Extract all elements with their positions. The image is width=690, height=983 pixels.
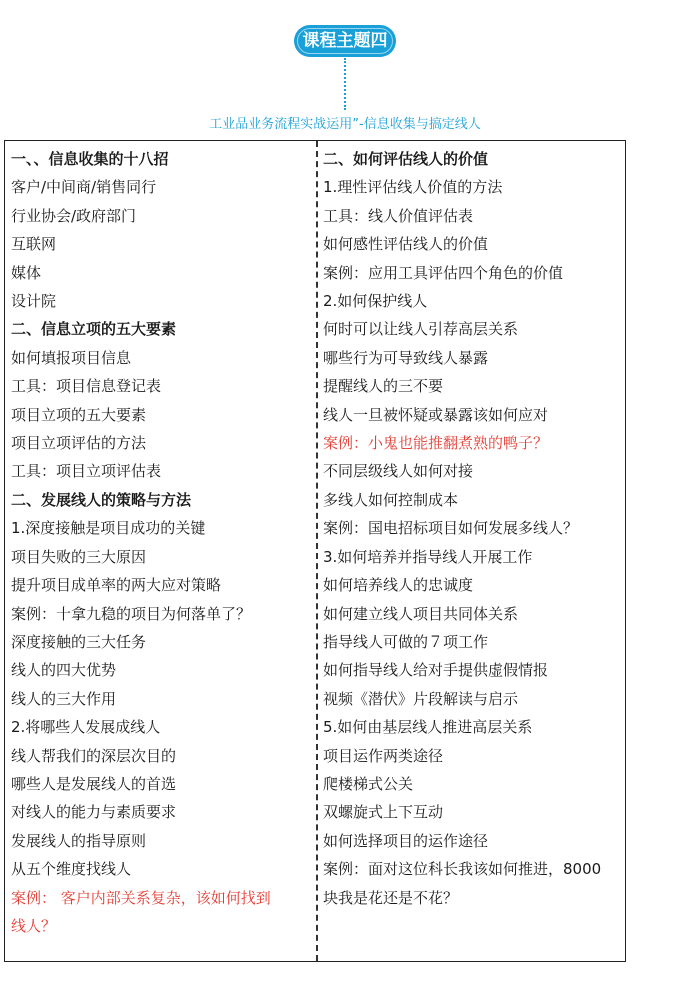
outline-item: 项目失败的三大原因 — [11, 547, 147, 566]
outline-item: 双螺旋式上下互动 — [323, 803, 444, 822]
outline-item: 提醒线人的三不要 — [323, 377, 444, 396]
outline-item: 工具：项目立项评估表 — [11, 462, 162, 481]
outline-item: 工具：线人价值评估表 — [323, 206, 474, 225]
section-heading: 二、信息立项的五大要素 — [11, 320, 177, 339]
outline-item: 发展线人的指导原则 — [11, 831, 147, 850]
outline-item: 指导线人可做的７项工作 — [323, 632, 489, 651]
outline-item: 如何指导线人给对手提供虚假情报 — [323, 661, 549, 680]
outline-item: 案例：面对这位科长我该如何推进，8000 — [323, 860, 602, 879]
outline-item: 项目立项评估的方法 — [11, 434, 147, 453]
outline-item: 1.深度接触是项目成功的关键 — [11, 519, 206, 538]
outline-item: 互联网 — [11, 235, 57, 254]
outline-item: 2.将哪些人发展成线人 — [11, 718, 161, 737]
outline-item: 如何选择项目的运作途径 — [323, 831, 489, 850]
outline-item: 3.如何培养并指导线人开展工作 — [323, 547, 533, 566]
course-subtitle: 工业品业务流程实战运用”-信息收集与搞定线人 — [209, 117, 481, 132]
outline-item: 视频《潜伏》片段解读与启示 — [323, 689, 519, 708]
outline-item: 案例：十拿九稳的项目为何落单了？ — [11, 604, 252, 623]
outline-item: 行业协会/政府部门 — [11, 206, 137, 225]
outline-item: 何时可以让线人引荐高层关系 — [323, 320, 519, 339]
outline-item: 1.理性评估线人价值的方法 — [323, 178, 503, 197]
outline-item: 深度接触的三大任务 — [11, 632, 147, 651]
left-column — [11, 145, 309, 940]
section-heading: 二、如何评估线人的价值 — [323, 150, 489, 168]
outline-item: 设计院 — [11, 292, 57, 311]
outline-item: 案例： 客户内部关系复杂，该如何找到 — [11, 888, 271, 907]
topic-badge: 课程主题四 — [294, 25, 396, 57]
outline-item: 案例：国电招标项目如何发展多线人？ — [323, 519, 579, 538]
outline-item: 客户/中间商/销售同行 — [11, 178, 157, 197]
outline-item: 对线人的能力与素质要求 — [11, 803, 177, 822]
dotted-connector — [344, 58, 346, 110]
outline-item: 2.如何保护线人 — [323, 292, 428, 311]
outline-item: 多线人如何控制成本 — [323, 490, 459, 509]
outline-item: 项目立项的五大要素 — [11, 405, 147, 424]
outline-item: 如何填报项目信息 — [11, 348, 132, 367]
outline-item: 线人的四大优势 — [11, 661, 117, 680]
outline-item: 爬楼梯式公关 — [323, 774, 414, 793]
outline-item: 5.如何由基层线人推进高层关系 — [323, 718, 533, 737]
outline-item: 线人？ — [11, 916, 57, 935]
right-column — [323, 145, 625, 912]
outline-item: 媒体 — [11, 263, 42, 282]
outline-item: 工具：项目信息登记表 — [11, 377, 162, 396]
section-heading: 一、、信息收集的十八招 — [11, 150, 169, 168]
column-divider — [316, 141, 318, 961]
outline-item: 线人一旦被怀疑或暴露该如何应对 — [323, 405, 549, 424]
outline-item: 项目运作两类途径 — [323, 746, 444, 765]
outline-item: 不同层级线人如何对接 — [323, 462, 474, 481]
outline-item: 线人帮我们的深层次目的 — [11, 746, 177, 765]
outline-table — [4, 140, 626, 962]
outline-item: 块我是花还是不花？ — [323, 888, 459, 907]
outline-item: 从五个维度找线人 — [11, 860, 132, 879]
outline-item: 如何感性评估线人的价值 — [323, 235, 489, 254]
outline-item: 哪些人是发展线人的首选 — [11, 774, 177, 793]
outline-item: 提升项目成单率的两大应对策略 — [11, 576, 222, 595]
outline-item: 案例：小鬼也能推翻煮熟的鸭子？ — [323, 434, 549, 453]
outline-item: 哪些行为可导致线人暴露 — [323, 348, 489, 367]
outline-item: 案例：应用工具评估四个角色的价值 — [323, 263, 564, 282]
outline-item: 如何建立线人项目共同体关系 — [323, 604, 519, 623]
outline-item: 如何培养线人的忠诚度 — [323, 576, 474, 595]
section-heading: 二、发展线人的策略与方法 — [11, 490, 192, 509]
outline-item: 线人的三大作用 — [11, 689, 117, 708]
